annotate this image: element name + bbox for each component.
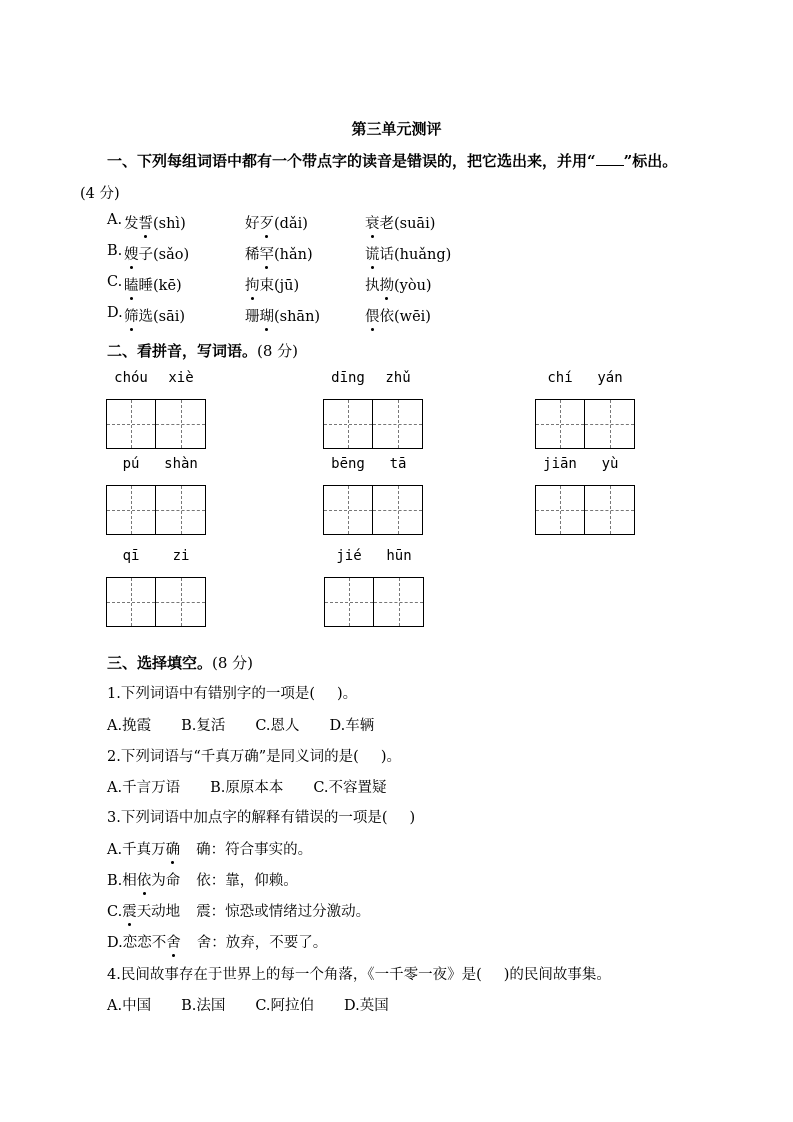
pinyin-reading: (shì) bbox=[153, 216, 186, 232]
word-item bbox=[124, 274, 182, 295]
pinyin-syllable: dīng bbox=[331, 370, 365, 386]
word-item bbox=[124, 243, 189, 264]
writing-grid[interactable] bbox=[535, 485, 635, 535]
pinyin-syllable: jiān bbox=[543, 456, 577, 472]
pinyin-syllable: tā bbox=[389, 456, 407, 472]
pinyin-syllable: zhǔ bbox=[385, 370, 411, 386]
cell-guide-horizontal bbox=[107, 424, 155, 425]
grid-cell[interactable] bbox=[107, 400, 156, 448]
pinyin-syllable: yù bbox=[601, 456, 619, 472]
writing-grid[interactable] bbox=[535, 399, 635, 449]
question-1-options bbox=[107, 714, 404, 735]
question-4-options bbox=[107, 994, 419, 1015]
q3-option bbox=[107, 900, 370, 921]
grid-cell[interactable] bbox=[156, 400, 205, 448]
section-3-heading bbox=[107, 652, 253, 673]
word-part: 子 bbox=[138, 247, 153, 263]
q4-stem-text: 4.民间故事存在于世界上的每一个角落，《一千零一夜》是( bbox=[107, 967, 482, 983]
section-1-points: (4 分) bbox=[80, 186, 120, 202]
word-part: 老 bbox=[379, 216, 394, 232]
writing-grid[interactable] bbox=[324, 577, 424, 627]
q2-option-c: C.不容置疑 bbox=[313, 780, 387, 796]
section-2-points: (8 分) bbox=[257, 342, 299, 360]
cell-guide-horizontal bbox=[324, 424, 372, 425]
cell-guide-horizontal bbox=[107, 510, 155, 511]
question-1-stem bbox=[107, 682, 357, 703]
option-label: C. bbox=[107, 274, 123, 290]
pinyin-reading: (huǎng) bbox=[394, 247, 452, 263]
grid-cell[interactable] bbox=[156, 578, 205, 626]
question-2-options bbox=[107, 776, 417, 797]
q2-option-a: A.千言万语 bbox=[107, 780, 181, 796]
q3-stem-end: ) bbox=[409, 810, 416, 826]
option-label: A. bbox=[107, 212, 123, 228]
cell-guide-horizontal bbox=[373, 424, 422, 425]
writing-grid[interactable] bbox=[106, 399, 206, 449]
dotted-character: 嫂 bbox=[124, 243, 139, 264]
definition: 确：符合事实的。 bbox=[196, 842, 313, 858]
q4-option-b: B.法国 bbox=[181, 998, 226, 1014]
grid-cell[interactable] bbox=[324, 486, 373, 534]
grid-cell[interactable] bbox=[324, 400, 373, 448]
q3-option bbox=[107, 869, 298, 890]
word-part: 为命 bbox=[151, 873, 181, 889]
cell-guide-horizontal bbox=[585, 424, 634, 425]
q1-option-c: C.恩人 bbox=[255, 718, 300, 734]
section-1-heading bbox=[107, 150, 677, 171]
q4-stem-end: )的民间故事集。 bbox=[503, 967, 611, 983]
word-part: C. bbox=[107, 904, 123, 920]
definition: 震：惊恐或情绪过分激动。 bbox=[196, 904, 371, 920]
word-item bbox=[124, 305, 185, 326]
pinyin-reading: (suāi) bbox=[394, 216, 436, 232]
pinyin-reading: (dǎi) bbox=[274, 216, 308, 232]
pinyin-syllable: xiè bbox=[168, 370, 194, 386]
cell-guide-horizontal bbox=[585, 510, 634, 511]
q1-stem-end: )。 bbox=[337, 686, 358, 702]
word-part: 稀 bbox=[245, 247, 260, 263]
q2-stem-text: 2.下列词语与“千真万确”是同义词的是( bbox=[107, 749, 359, 765]
word-part: 好 bbox=[245, 216, 260, 232]
word-item bbox=[365, 274, 432, 295]
section-3-points: (8 分) bbox=[212, 654, 254, 672]
writing-grid[interactable] bbox=[106, 577, 206, 627]
pinyin-syllable: chí bbox=[547, 370, 573, 386]
word-part: 选 bbox=[138, 309, 153, 325]
word-part: 束 bbox=[259, 278, 274, 294]
word-part: 珊 bbox=[245, 309, 260, 325]
pinyin-syllable: zi bbox=[172, 548, 190, 564]
section-1-suffix: ”标出。 bbox=[623, 152, 678, 170]
q4-option-a: A.中国 bbox=[107, 998, 152, 1014]
section-3-title: 三、选择填空。 bbox=[107, 654, 213, 672]
pinyin-syllable: jié bbox=[336, 548, 362, 564]
grid-cell[interactable] bbox=[156, 486, 205, 534]
pinyin-syllable: hūn bbox=[386, 548, 412, 564]
q3-stem-text: 3.下列词语中加点字的解释有错误的一项是( bbox=[107, 810, 388, 826]
cell-guide-horizontal bbox=[324, 510, 372, 511]
cell-guide-horizontal bbox=[156, 602, 205, 603]
word-item bbox=[365, 243, 451, 264]
grid-cell[interactable] bbox=[585, 400, 634, 448]
word-item bbox=[245, 305, 320, 326]
dotted-character: 舍 bbox=[166, 931, 181, 952]
grid-cell[interactable] bbox=[374, 578, 423, 626]
option-label: B. bbox=[107, 243, 123, 259]
grid-cell[interactable] bbox=[585, 486, 634, 534]
q3-option bbox=[107, 838, 312, 859]
pinyin-syllable: chóu bbox=[114, 370, 148, 386]
dotted-character: 确 bbox=[166, 838, 181, 859]
word-part: 天动地 bbox=[136, 904, 181, 920]
grid-cell[interactable] bbox=[536, 486, 585, 534]
pinyin-reading: (wēi) bbox=[394, 309, 431, 325]
dotted-character: 瞌 bbox=[124, 274, 139, 295]
pinyin-reading: (shān) bbox=[274, 309, 321, 325]
cell-guide-horizontal bbox=[536, 510, 584, 511]
pinyin-reading: (jū) bbox=[274, 278, 300, 294]
cell-guide-horizontal bbox=[373, 510, 422, 511]
grid-cell[interactable] bbox=[373, 400, 422, 448]
word-part: 睡 bbox=[138, 278, 153, 294]
pinyin-reading: (hǎn) bbox=[274, 247, 313, 263]
underline-blank bbox=[596, 151, 624, 166]
section-2-title: 二、看拼音，写词语。 bbox=[107, 342, 258, 360]
cell-guide-horizontal bbox=[156, 510, 205, 511]
q4-option-d: D.英国 bbox=[344, 998, 389, 1014]
word-item bbox=[245, 212, 308, 233]
pinyin-reading: (yòu) bbox=[394, 278, 432, 294]
word-item bbox=[365, 212, 435, 233]
dotted-character: 依 bbox=[137, 869, 152, 890]
word-part: B.相 bbox=[107, 873, 137, 889]
definition: 舍：放弃，不要了。 bbox=[196, 935, 328, 951]
word-item bbox=[365, 305, 431, 326]
grid-cell[interactable] bbox=[325, 578, 374, 626]
q1-option-a: A.挽霞 bbox=[107, 718, 152, 734]
dotted-character: 誓 bbox=[139, 212, 154, 233]
pinyin-syllable: yán bbox=[597, 370, 623, 386]
q1-option-d: D.车辆 bbox=[329, 718, 375, 734]
q2-stem-end: )。 bbox=[380, 749, 401, 765]
grid-cell[interactable] bbox=[107, 578, 156, 626]
q1-option-b: B.复活 bbox=[181, 718, 226, 734]
grid-cell[interactable] bbox=[536, 400, 585, 448]
section-1-prefix: 一、下列每组词语中都有一个带点字的读音是错误的，把它选出来，并用“ bbox=[107, 152, 596, 170]
dotted-character: 拘 bbox=[245, 274, 260, 295]
q2-option-b: B.原原本本 bbox=[210, 780, 284, 796]
section-2-heading bbox=[107, 340, 298, 361]
pinyin-reading: (sāi) bbox=[153, 309, 186, 325]
dotted-character: 震 bbox=[122, 900, 137, 921]
pinyin-syllable: bēng bbox=[331, 456, 365, 472]
question-2-stem bbox=[107, 745, 401, 766]
pinyin-syllable: pú bbox=[122, 456, 140, 472]
writing-grid[interactable] bbox=[323, 399, 423, 449]
dotted-character: 谎 bbox=[365, 243, 380, 264]
cell-guide-horizontal bbox=[374, 602, 423, 603]
word-part: A.千真万 bbox=[107, 842, 166, 858]
word-item bbox=[124, 212, 186, 233]
question-3-stem bbox=[107, 806, 415, 827]
cell-guide-horizontal bbox=[536, 424, 584, 425]
dotted-character: 罕 bbox=[260, 243, 275, 264]
pinyin-reading: (sǎo) bbox=[153, 247, 190, 263]
grid-cell[interactable] bbox=[107, 486, 156, 534]
cell-guide-horizontal bbox=[107, 602, 155, 603]
dotted-character: 歹 bbox=[260, 212, 275, 233]
definition: 依：靠，仰赖。 bbox=[196, 873, 298, 889]
page-title: 第三单元测评 bbox=[351, 120, 442, 138]
question-4-stem bbox=[107, 963, 611, 984]
word-item bbox=[245, 243, 313, 264]
writing-grid[interactable] bbox=[106, 485, 206, 535]
dotted-character: 拗 bbox=[380, 274, 395, 295]
grid-cell[interactable] bbox=[373, 486, 422, 534]
word-part: 依 bbox=[379, 309, 394, 325]
word-part: 话 bbox=[379, 247, 394, 263]
q3-option bbox=[107, 931, 327, 952]
cell-guide-horizontal bbox=[156, 424, 205, 425]
option-label: D. bbox=[107, 305, 123, 321]
pinyin-reading: (kē) bbox=[153, 278, 182, 294]
word-item bbox=[245, 274, 299, 295]
dotted-character: 筛 bbox=[124, 305, 139, 326]
writing-grid[interactable] bbox=[323, 485, 423, 535]
word-part: D.恋恋不 bbox=[107, 935, 167, 951]
pinyin-syllable: qī bbox=[122, 548, 140, 564]
pinyin-syllable: shàn bbox=[164, 456, 198, 472]
q4-option-c: C.阿拉伯 bbox=[255, 998, 315, 1014]
word-part: 执 bbox=[365, 278, 380, 294]
q1-stem-text: 1.下列词语中有错别字的一项是( bbox=[107, 686, 315, 702]
cell-guide-horizontal bbox=[325, 602, 373, 603]
dotted-character: 瑚 bbox=[260, 305, 275, 326]
word-part: 发 bbox=[124, 216, 139, 232]
dotted-character: 衰 bbox=[365, 212, 380, 233]
dotted-character: 偎 bbox=[365, 305, 380, 326]
